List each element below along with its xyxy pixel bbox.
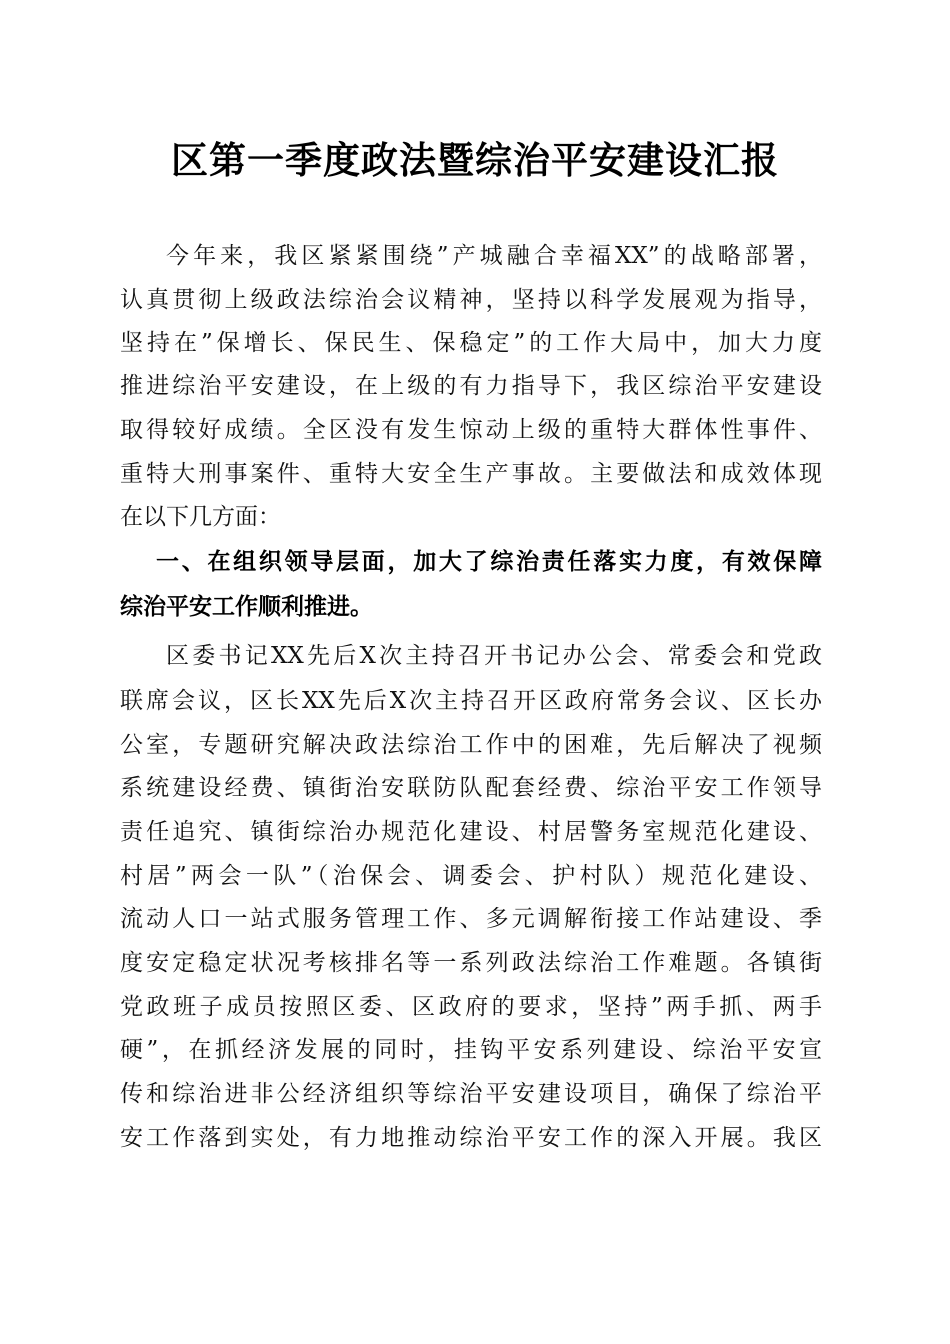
paragraph-1-line-4: 推进综治平安建设，在上级的有力指导下，我区综治平安建设 — [120, 373, 822, 399]
paragraph-2-line-11: 传和综治进非公经济组织等综治平安建设项目，确保了综治平 — [120, 1081, 822, 1107]
paragraph-1-line-7: 在以下几方面： — [120, 504, 281, 530]
section-heading-1-line-2: 综治平安工作顺利推进。 — [120, 594, 373, 620]
paragraph-2-line-5: 责任追究、镇街综治办规范化建设、村居警务室规范化建设、 — [120, 819, 822, 845]
paragraph-1-line-3: 坚持在”保增长、保民生、保稳定”的工作大局中，加大力度 — [120, 330, 822, 356]
paragraph-1-line-5: 取得较好成绩。全区没有发生惊动上级的重特大群体性事件、 — [120, 417, 822, 443]
document-title: 区第一季度政法暨综治平安建设汇报 — [171, 138, 779, 182]
paragraph-2-line-9: 党政班子成员按照区委、区政府的要求，坚持”两手抓、两手 — [120, 994, 822, 1020]
paragraph-2-line-12: 安工作落到实处，有力地推动综治平安工作的深入开展。我区 — [120, 1125, 822, 1151]
paragraph-1-line-6: 重特大刑事案件、重特大安全生产事故。主要做法和成效体现 — [120, 461, 822, 487]
paragraph-2-line-7: 流动人口一站式服务管理工作、多元调解衔接工作站建设、季 — [120, 906, 822, 932]
paragraph-2-line-8: 度安定稳定状况考核排名等一系列政法综治工作难题。各镇街 — [120, 950, 822, 976]
paragraph-2-line-2: 联席会议，区长XX先后X次主持召开区政府常务会议、区长办 — [120, 688, 822, 714]
paragraph-2-line-4: 系统建设经费、镇街治安联防队配套经费、综治平安工作领导 — [120, 775, 822, 801]
paragraph-2-line-1: 区委书记XX先后X次主持召开书记办公会、常委会和党政 — [166, 643, 822, 669]
paragraph-2-line-3: 公室，专题研究解决政法综治工作中的困难，先后解决了视频 — [120, 732, 822, 758]
paragraph-2-line-10: 硬”，在抓经济发展的同时，挂钩平安系列建设、综治平安宣 — [120, 1037, 822, 1063]
paragraph-1-line-2: 认真贯彻上级政法综治会议精神，坚持以科学发展观为指导， — [120, 287, 822, 313]
section-heading-1-line-1: 一、在组织领导层面，加大了综治责任落实力度，有效保障 — [156, 549, 822, 575]
paragraph-2-line-6: 村居”两会一队”（治保会、调委会、护村队）规范化建设、 — [120, 863, 822, 889]
paragraph-1-line-1: 今年来，我区紧紧围绕”产城融合幸福XX”的战略部署， — [166, 243, 822, 269]
